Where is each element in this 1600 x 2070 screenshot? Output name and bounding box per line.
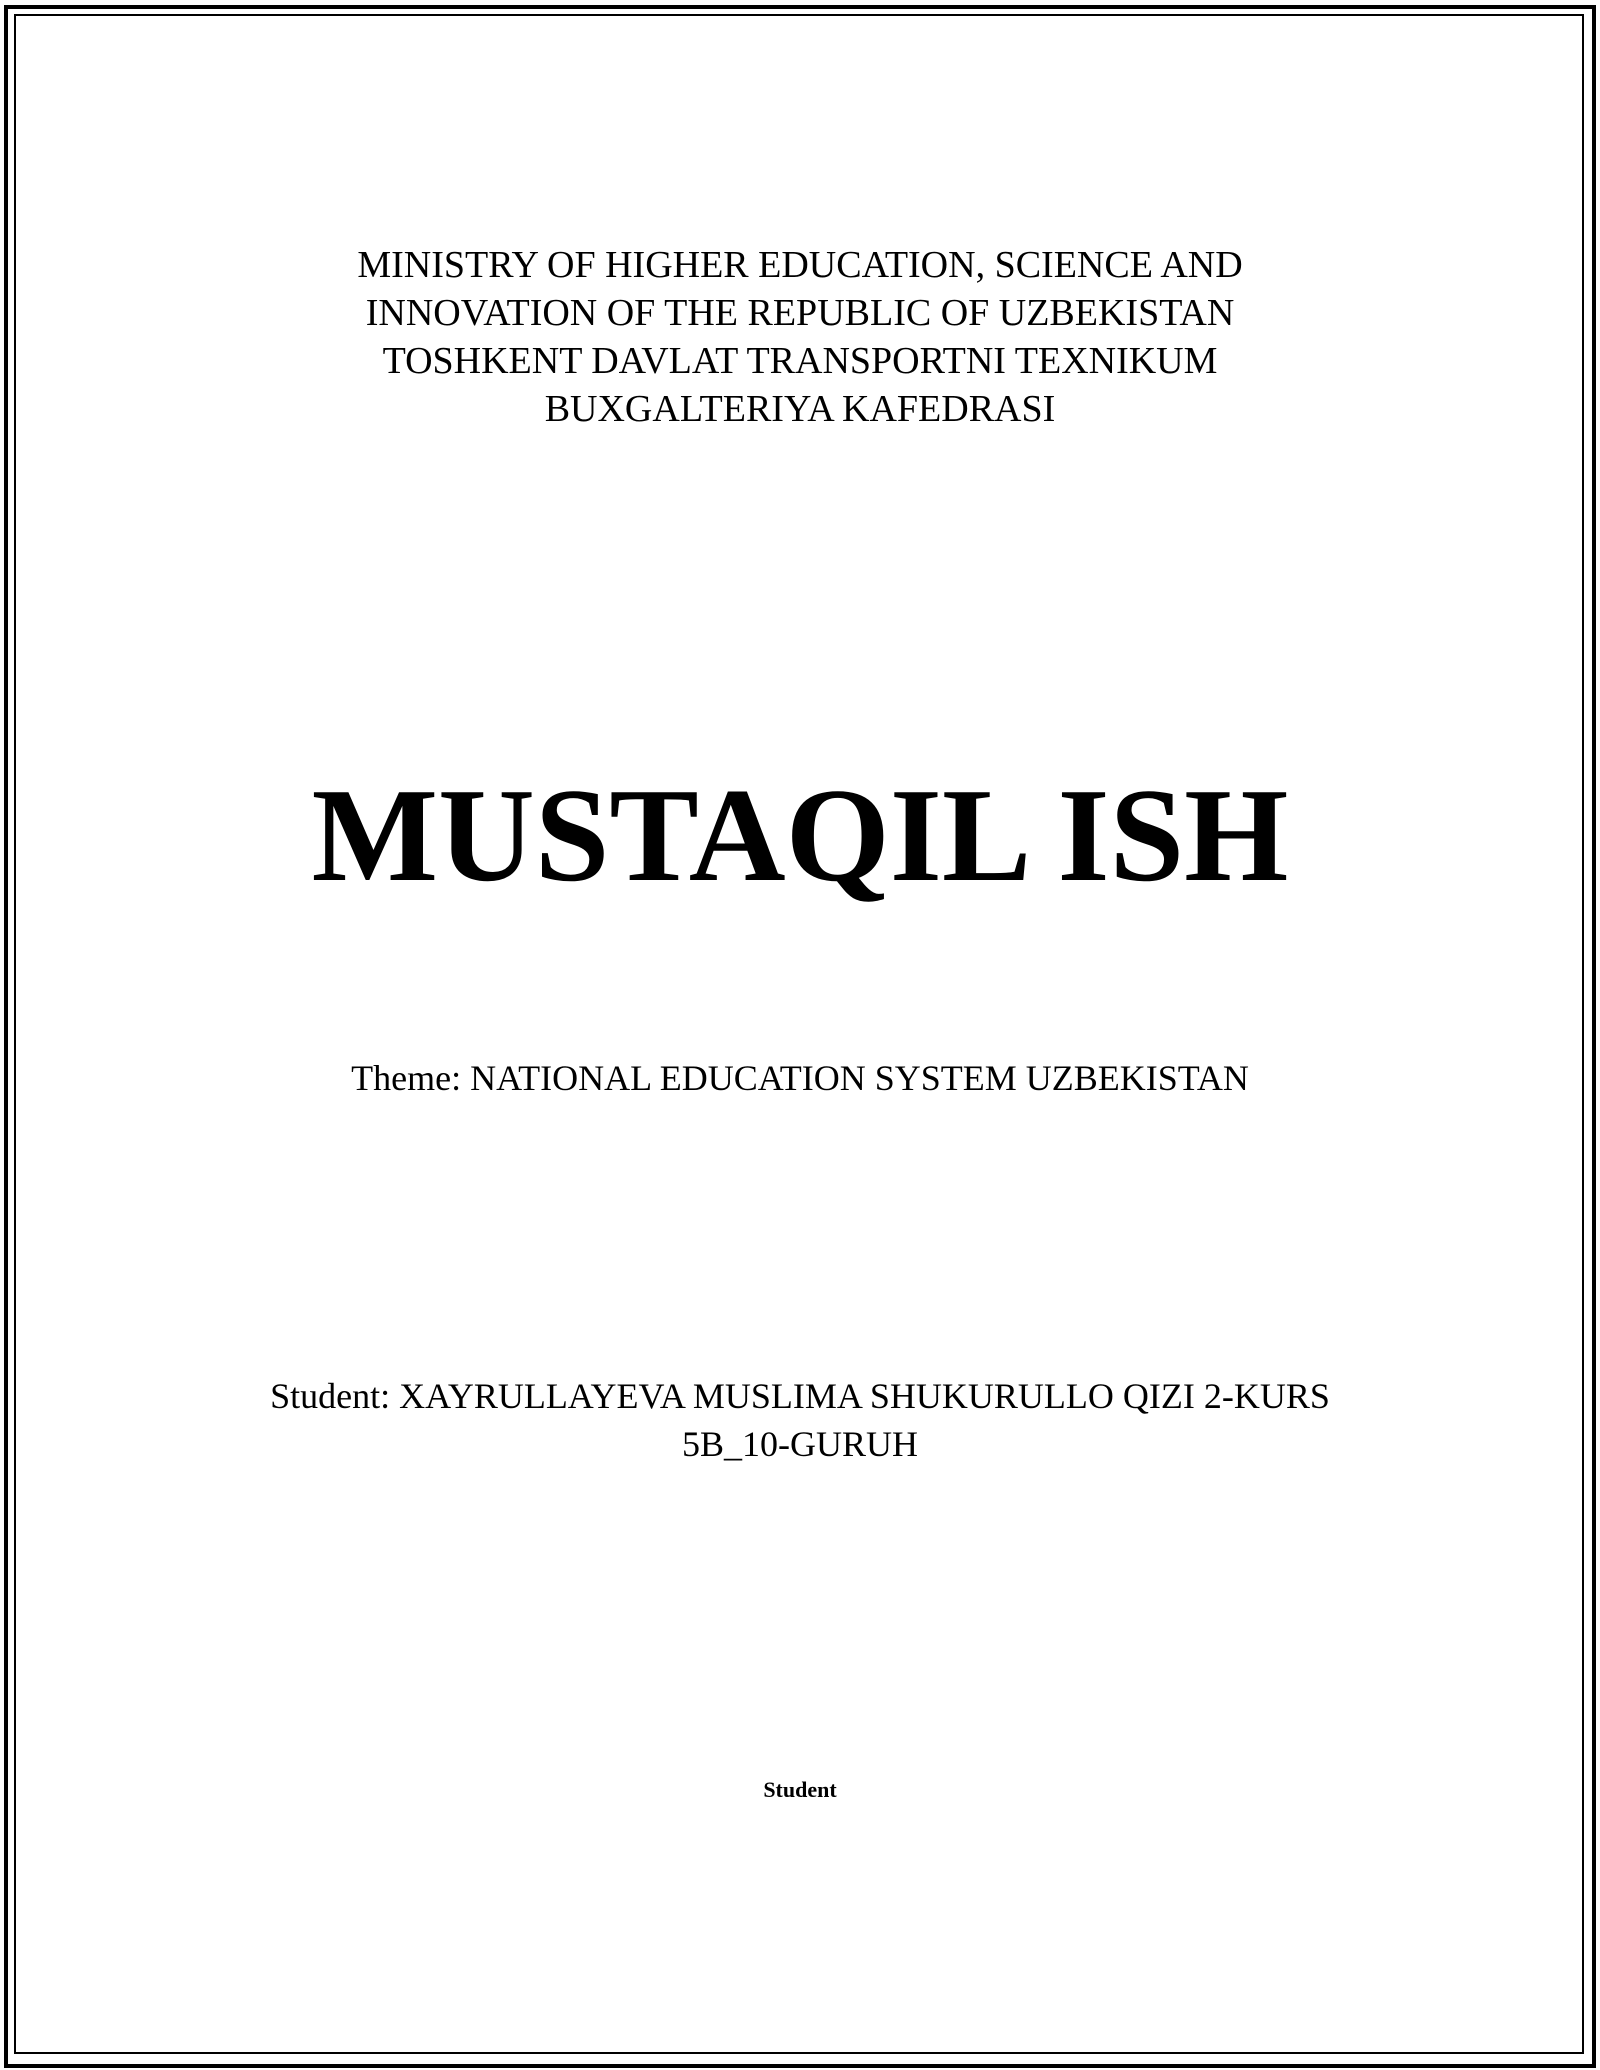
header-line-department: BUXGALTERIYA KAFEDRASI xyxy=(544,388,1056,430)
student-group-line: 5B_10-GURUH xyxy=(681,1424,918,1464)
header-line-technical-school: TOSHKENT DAVLAT TRANSPORTNI TEXNIKUM xyxy=(382,340,1218,382)
theme-line: Theme: NATIONAL EDUCATION SYSTEM UZBEKISTAN xyxy=(351,1058,1249,1098)
header-line-ministry: MINISTRY OF HIGHER EDUCATION, SCIENCE AND xyxy=(357,244,1243,286)
student-label: Student xyxy=(763,1777,837,1802)
document-title: MUSTAQIL ISH xyxy=(311,761,1289,909)
student-info xyxy=(0,1372,1600,1468)
student-name-line: Student: XAYRULLAYEVA MUSLIMA SHUKURULLO QIZI 2-KURS xyxy=(270,1376,1330,1416)
header-line-republic: INNOVATION OF THE REPUBLIC OF UZBEKISTAN xyxy=(365,292,1235,334)
institution-header xyxy=(0,241,1600,433)
